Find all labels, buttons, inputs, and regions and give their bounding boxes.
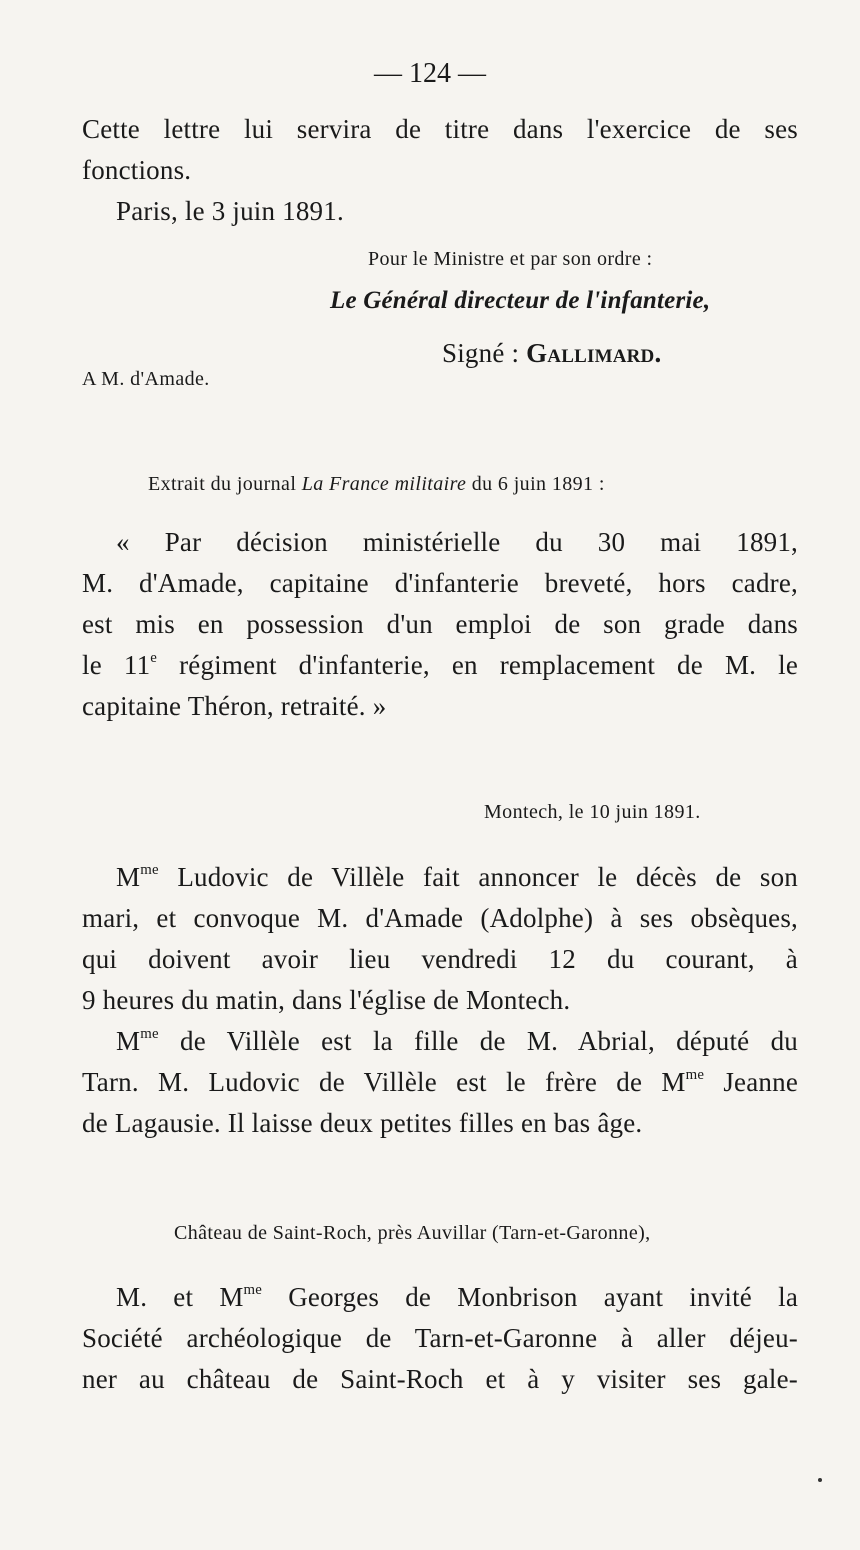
- text-line: $M^{me}$ de Villèle est la fille de M. Abrial, député du: [116, 1026, 798, 1056]
- quote-line: est mis en possession d'un emploi de son grade dans: [82, 609, 798, 639]
- quote-line: M. d'Amade, capitaine d'infanterie breveté, hors cadre,: [82, 568, 798, 598]
- text-line: Société archéologique de Tarn-et-Garonne à aller déjeu-: [82, 1323, 798, 1353]
- quote-line: capitaine Théron, retraité. »: [82, 691, 387, 721]
- page-number: — 124 —: [374, 58, 486, 89]
- text-line: Cette lettre lui servira de titre dans l'exercice de ses: [82, 114, 798, 144]
- text-line: $M^{me}$ Ludovic de Villèle fait annoncer le décès de son: [116, 862, 798, 892]
- journal-title: La France militaire: [301, 473, 467, 495]
- text-line: M. et $M^{me}$ Georges de Monbrison ayant invité la: [116, 1282, 799, 1312]
- signature-title: Le Général directeur de l'infanterie,: [330, 287, 711, 314]
- addressee: A M. d'Amade.: [82, 368, 210, 390]
- speck-mark: [818, 1478, 822, 1482]
- signatory-name: Gallimard.: [526, 338, 662, 368]
- text-line: de Lagausie. Il laisse deux petites filles en bas âge.: [82, 1108, 643, 1138]
- text-line: qui doivent avoir lieu vendredi 12 du courant, à: [82, 944, 798, 974]
- extract-header: Extrait du journal La France militaire du 6 juin 1891 :: [148, 473, 605, 495]
- text-line: fonctions.: [82, 155, 192, 185]
- quote-line: « Par décision ministérielle du 30 mai 1891,: [116, 527, 798, 557]
- text-line: mari, et convoque M. d'Amade (Adolphe) à ses obsèques,: [82, 903, 798, 933]
- signature-line: Pour le Ministre et par son ordre :: [368, 248, 653, 270]
- text-line: ner au château de Saint-Roch et à y visiter ses gale-: [82, 1364, 798, 1394]
- date-line: Paris, le 3 juin 1891.: [116, 196, 344, 226]
- chateau-line: Château de Saint-Roch, près Auvillar (Tarn-et-Garonne),: [174, 1222, 651, 1244]
- text-line: 9 heures du matin, dans l'église de Montech.: [82, 985, 571, 1015]
- text-line: Tarn. M. Ludovic de Villèle est le frère de $M^{me}$ Jeanne: [82, 1067, 799, 1097]
- quote-line: le 11e régiment d'infanterie, en remplacement de M. le: [82, 650, 798, 680]
- montech-date: Montech, le 10 juin 1891.: [484, 801, 701, 823]
- signature-name: Signé : Gallimard.: [442, 338, 662, 368]
